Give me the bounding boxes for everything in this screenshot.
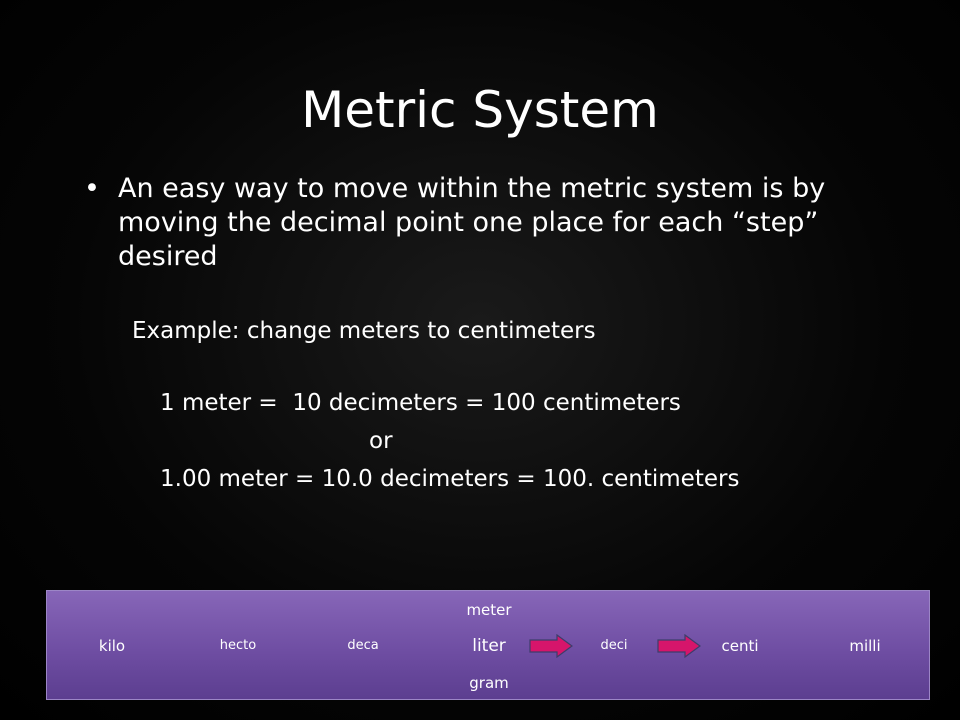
equation-line-1: 1 meter = 10 decimeters = 100 centimeters	[160, 390, 681, 416]
prefix-hecto: hecto	[219, 638, 257, 653]
right-arrow-icon	[529, 634, 573, 658]
prefix-milli: milli	[849, 637, 881, 655]
prefix-deca: deca	[347, 638, 379, 653]
metric-prefix-bar	[46, 590, 930, 700]
base-unit-liter: liter	[472, 636, 506, 656]
prefix-centi: centi	[721, 637, 759, 655]
base-unit-gram: gram	[469, 674, 509, 692]
example-heading: Example: change meters to centimeters	[132, 318, 596, 344]
prefix-kilo: kilo	[98, 637, 126, 655]
bullet-icon: •	[84, 173, 100, 204]
base-unit-meter: meter	[466, 601, 512, 619]
prefix-deci: deci	[600, 638, 628, 653]
equation-line-2: 1.00 meter = 10.0 decimeters = 100. centimeters	[160, 466, 740, 492]
or-text: or	[369, 428, 393, 454]
slide-title: Metric System	[301, 81, 659, 139]
bullet-point	[84, 172, 914, 274]
right-arrow-icon	[657, 634, 701, 658]
bullet-text: An easy way to move within the metric system is by moving the decimal point one place for each “step” desired	[118, 173, 826, 272]
